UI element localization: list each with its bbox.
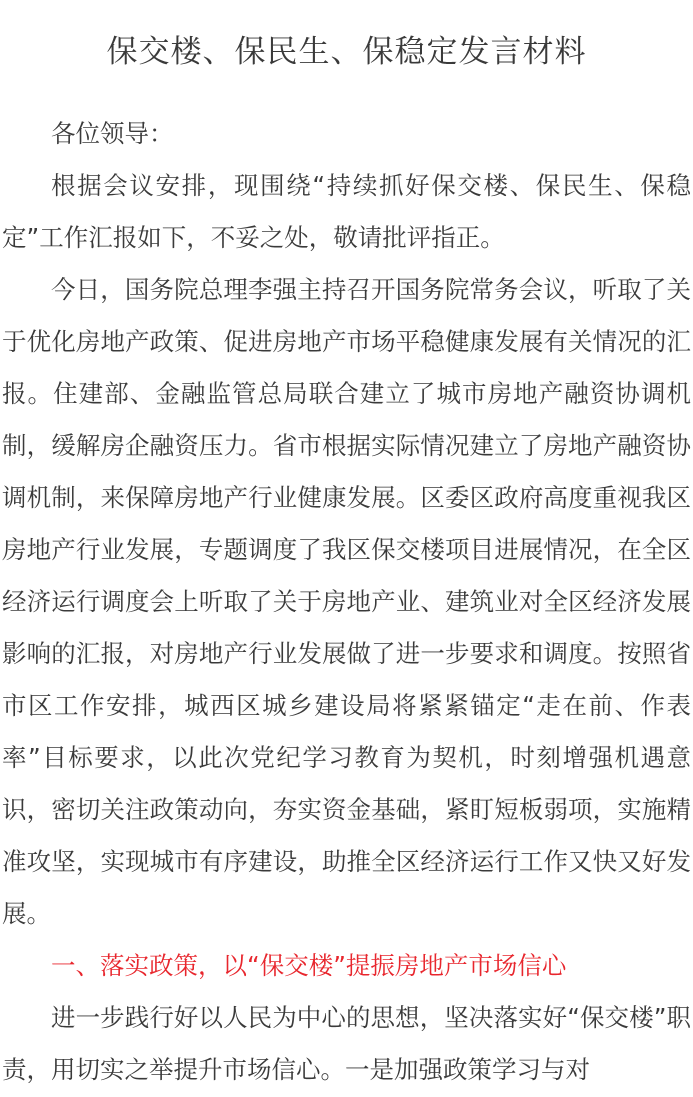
salutation: 各位领导：: [51, 119, 174, 148]
document-title: 保交楼、保民生、保稳定发言材料: [106, 34, 587, 70]
intro-paragraph: 根据会议安排，现围绕“持续抓好保交楼、保民生、保稳定”工作汇报如下，不妥之处，敬请批评指正。: [2, 171, 691, 252]
document-body: [2, 108, 691, 1096]
section-1-paragraph: 进一步践行好以人民为中心的思想，坚决落实好“保交楼”职责，用切实之举提升市场信心。一是加强政策学习与对: [2, 1003, 691, 1084]
background-paragraph: 今日，国务院总理李强主持召开国务院常务会议，听取了关于优化房地产政策、促进房地产市场平稳健康发展有关情况的汇报。住建部、金融监管总局联合建立了城市房地产融资协调机制，缓解房企融资压力。省市根据实际情况建立了房地产融资协调机制，来保障房地产行业健康发展。区委区政府高度重视我区房地产行业发展，专题调度了我区保交楼项目进展情况，在全区经济运行调度会上听取了关于房地产业、建筑业对全区经济发展影响的汇报，对房地产行业发展做了进一步要求和调度。按照省市区工作安排，城西区城乡建设局将紧紧锚定“走在前、作表率”目标要求，以此次党纪学习教育为契机，时刻增强机遇意识，密切关注政策动向，夯实资金基础，紧盯短板弱项，实施精准攻坚，实现城市有序建设，助推全区经济运行工作又快又好发展。: [2, 275, 691, 928]
section-heading-1: 一、落实政策，以“保交楼”提振房地产市场信心: [51, 951, 567, 980]
